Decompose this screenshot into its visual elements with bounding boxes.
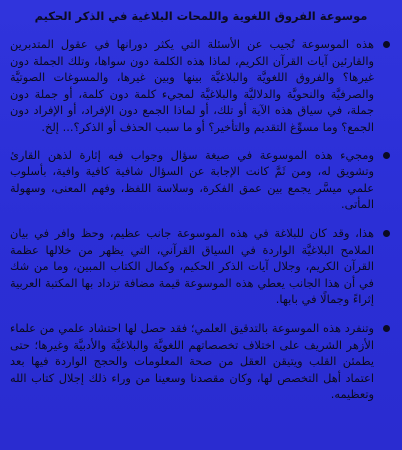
bullet-icon [383,152,390,159]
description-body [10,36,392,415]
paragraph [10,225,392,308]
bullet-icon [383,230,390,237]
bullet-icon [383,41,390,48]
paragraph [10,147,392,213]
paragraph [10,36,392,136]
bullet-icon [383,325,390,332]
paragraph-text: هذه الموسوعة تُجيب عن الأسئلة التي يكثر دورانها في عقول المتدبرين والقارئين آيات القرآن الكريم، لماذا هذه الكلمة دون سواها، وتلك الجملة دون غيرها؟ والفروق اللغويَّة والبلاغيَّة بينها وبين غيرها، والمسوغات الصوتيَّة والصرفيَّة والنحويَّة والدلاليَّة والبلاغيَّة لمجيء كلمة دون كلمة، أو جملة دون جملة، في سياق هذه الآية أو تلك، أو لماذا الجمع دون الإفراد، أو الإفراد دون الجمع؟ وما مسوِّغ التقديم والتأخير؟ أو ما سبب الحذف أو الذكر؟... إلخ. [10,37,374,134]
paragraph [10,320,392,403]
page-title: موسوعة الفروق اللغوية واللمحات البلاغية في الذكر الحكيم [34,9,368,23]
paragraph-text: هذا، وقد كان للبلاغة في هذه الموسوعة جانب عظيم، وحظ وافر في بيان الملامح البلاغيَّة الواردة في السياق القرآني، التي يظهر من خلالها عظمة القرآن الكريم، وجلال آيات الذكر الحكيم، وكمال الكتاب المبين، وما من شك في أن هذا الجانب يعطي هذه الموسوعة قيمة مضافة تزداد بها المكتبة العربية إثراءً وجمالًا في بابها. [10,225,374,307]
paragraph-text: وتنفرد هذه الموسوعة بالتدقيق العلمي؛ فقد حصل لها احتشاد علمي من علماء الأزهر الشريف على اختلاف تخصصاتهم اللغويَّة والبلاغيَّة والأدبيَّة وغيرها؛ حتى يطمئن القلب ويتيقن العقل من صحة المعلومات والحجج الواردة فيها بعد اعتماد أهل التخصص لها، وكان مقصدنا وسعينا من وراء ذلك إجلال كتاب الله وتعظيمه. [10,320,374,402]
paragraph-text: ومجيء هذه الموسوعة في صيغة سؤال وجواب فيه إثارة لذهن القارئ وتشويق له، ومن ثَمَّ كانت الإجابة عن السؤال شافية كافية وافية، بأسلوب علمي ميسَّر يجمع بين عمق الفكرة، وسلاسة اللفظ، وفهم المعنى، وسهولة المأتى. [10,147,374,212]
